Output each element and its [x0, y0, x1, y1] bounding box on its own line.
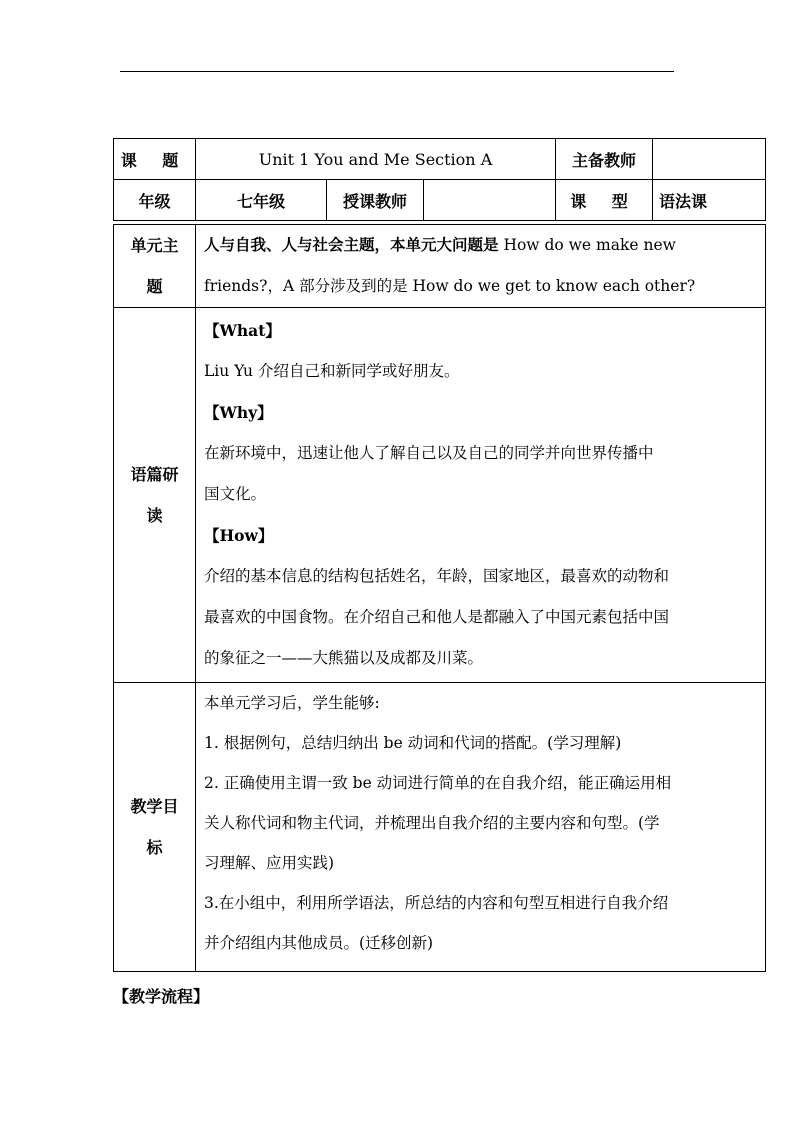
objective-item-2-line-3: 习理解、应用实践) [204, 854, 335, 872]
lesson-type-label: 课 型 [556, 180, 653, 221]
why-text-line-1: 在新环境中，迅速让他人了解自己以及自己的同学并向世界传播中 [204, 444, 654, 462]
unit-theme-row [114, 225, 766, 308]
grade-label: 年级 [114, 180, 196, 221]
teacher-value [424, 180, 556, 221]
lesson-content-table [113, 224, 766, 972]
how-heading: 【How】 [204, 526, 274, 545]
objectives-row [114, 683, 766, 972]
objective-item-2-line-2: 关人称代词和物主代词，并梳理出自我介绍的主要内容和句型。(学 [204, 814, 660, 832]
objectives-label: 教学目 标 [114, 683, 196, 972]
lead-teacher-value [653, 139, 766, 180]
objective-item-3-line-2: 并介绍组内其他成员。(迁移创新) [204, 934, 434, 952]
unit-theme-label: 单元主 题 [114, 225, 196, 308]
info-row-topic [114, 139, 766, 180]
info-row-grade [114, 180, 766, 221]
unit-theme-line-1: 人与自我、人与社会主题，本单元大问题是 How do we make new [204, 236, 676, 254]
unit-theme-content [196, 225, 766, 308]
topic-label: 课 题 [114, 139, 196, 180]
objective-item-1: 1. 根据例句，总结归纳出 be 动词和代词的搭配。(学习理解) [204, 734, 622, 752]
objective-item-2-line-1: 2. 正确使用主谓一致 be 动词进行简单的在自我介绍，能正确运用相 [204, 774, 672, 792]
teaching-flow-heading: 【教学流程】 [113, 987, 210, 1006]
why-text-line-2: 国文化。 [204, 485, 267, 503]
how-text-line-3: 的象征之一——大熊猫以及成都及川菜。 [204, 649, 484, 667]
how-text-line-2: 最喜欢的中国食物。在介绍自己和他人是都融入了中国元素包括中国 [204, 608, 670, 626]
objectives-intro: 本单元学习后，学生能够: [204, 694, 380, 712]
teacher-label: 授课教师 [327, 180, 424, 221]
objective-item-3-line-1: 3.在小组中，利用所学语法，所总结的内容和句型互相进行自我介绍 [204, 894, 669, 912]
topic-value: Unit 1 You and Me Section A [196, 139, 556, 180]
lesson-type-value: 语法课 [653, 180, 766, 221]
objectives-content [196, 683, 766, 972]
lead-teacher-label: 主备教师 [556, 139, 653, 180]
unit-theme-line-2: friends?，A 部分涉及到的是 How do we get to know each other? [204, 277, 696, 295]
grade-value: 七年级 [196, 180, 327, 221]
text-study-label: 语篇研 读 [114, 308, 196, 683]
text-study-content [196, 308, 766, 683]
how-text-line-1: 介绍的基本信息的结构包括姓名，年龄，国家地区，最喜欢的动物和 [204, 567, 670, 585]
what-heading: 【What】 [204, 321, 281, 340]
why-heading: 【Why】 [204, 403, 273, 422]
header-rule [120, 71, 674, 72]
lesson-info-table [113, 138, 766, 221]
text-study-row [114, 308, 766, 683]
what-text: Liu Yu 介绍自己和新同学或好朋友。 [204, 362, 460, 380]
